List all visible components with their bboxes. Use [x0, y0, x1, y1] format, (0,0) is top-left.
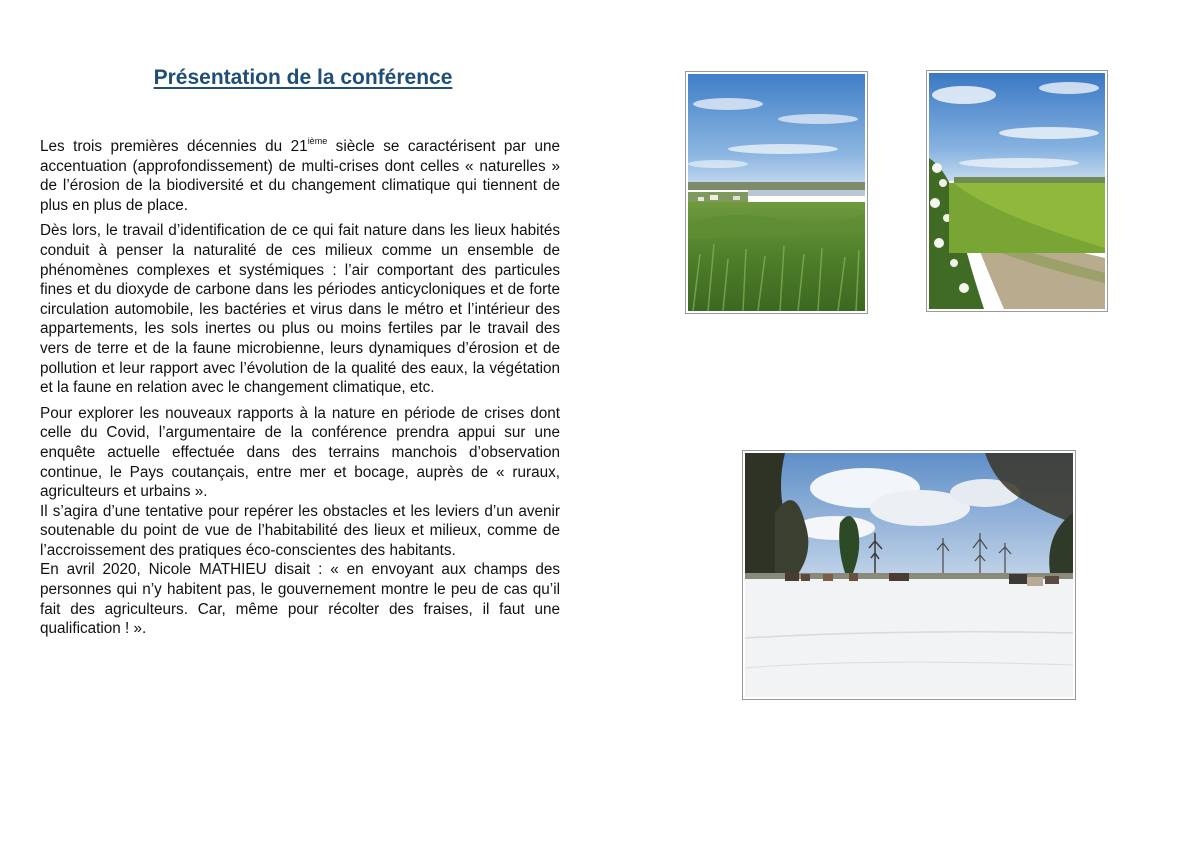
snowy-field-image: [745, 453, 1073, 697]
photo-field-path: [926, 70, 1108, 312]
paragraph-nature: Dès lors, le travail d’identification de ce qui fait nature dans les lieux habités conduit à penser la naturalité de ces milieux comme un ensemble de phénomènes complexes et systémiques : l’air comportant des particules fines et du dioxyde de carbone dans les périodes anticycloniques et de forte circulation automobile, les bactéries et virus dans le métro et l’intérieur des appartements, les sols inertes ou plus ou moins fertiles par le travail des vers de terre et de la faune microbienne, leurs dynamiques d’érosion et de pollution et leur rapport avec l’évolution de la qualité des eaux, la végétation et la faune en relation avec le changement climatique, etc.: [40, 222, 560, 397]
field-path-image: [929, 73, 1105, 309]
meadow-estuary-image: [688, 74, 865, 311]
ordinal-superscript: ième: [307, 136, 328, 146]
photo-snowy-field-cows: [742, 450, 1076, 700]
paragraph-leviers: Il s’agira d’une tentative pour repérer les obstacles et les leviers d’un avenir soutenable du point de vue de l’habitabilité des lieux et milieux, comme de l’accroissement des pratiques éco-conscientes des habitants.: [40, 502, 560, 559]
page-title: Présentation de la conférence: [153, 66, 453, 89]
paragraph-enquete: Pour explorer les nouveaux rapports à la nature en période de crises dont celle du Covid, l’argumentaire de la conférence prendra appui sur une enquête actuelle effectuée dans des terrains manchois d’observation continue, le Pays coutançais, entre mer et bocage, auprès de « ruraux, agriculteurs et urbains ».: [40, 404, 560, 501]
paragraph-citation: En avril 2020, Nicole MATHIEU disait : « en envoyant aux champs des personnes qui n’y habitent pas, le gouvernement montre le peu de cas qu’il fait des agriculteurs. Car, même pour récolter des fraises, il faut une qualification ! ».: [40, 561, 560, 638]
paragraph-intro-text: Les trois premières décennies du 21: [40, 138, 308, 155]
paragraph-intro: [40, 137, 560, 215]
text-column: [40, 137, 560, 639]
paragraph-intro-rest: siècle se caractérisent par une accentuation (approfondissement) de multi-crises dont celles « naturelles » de l’érosion de la biodiversité et du changement climatique qui tiennent de plus en plus de place.: [40, 138, 561, 214]
photo-meadow-estuary: [685, 71, 868, 314]
